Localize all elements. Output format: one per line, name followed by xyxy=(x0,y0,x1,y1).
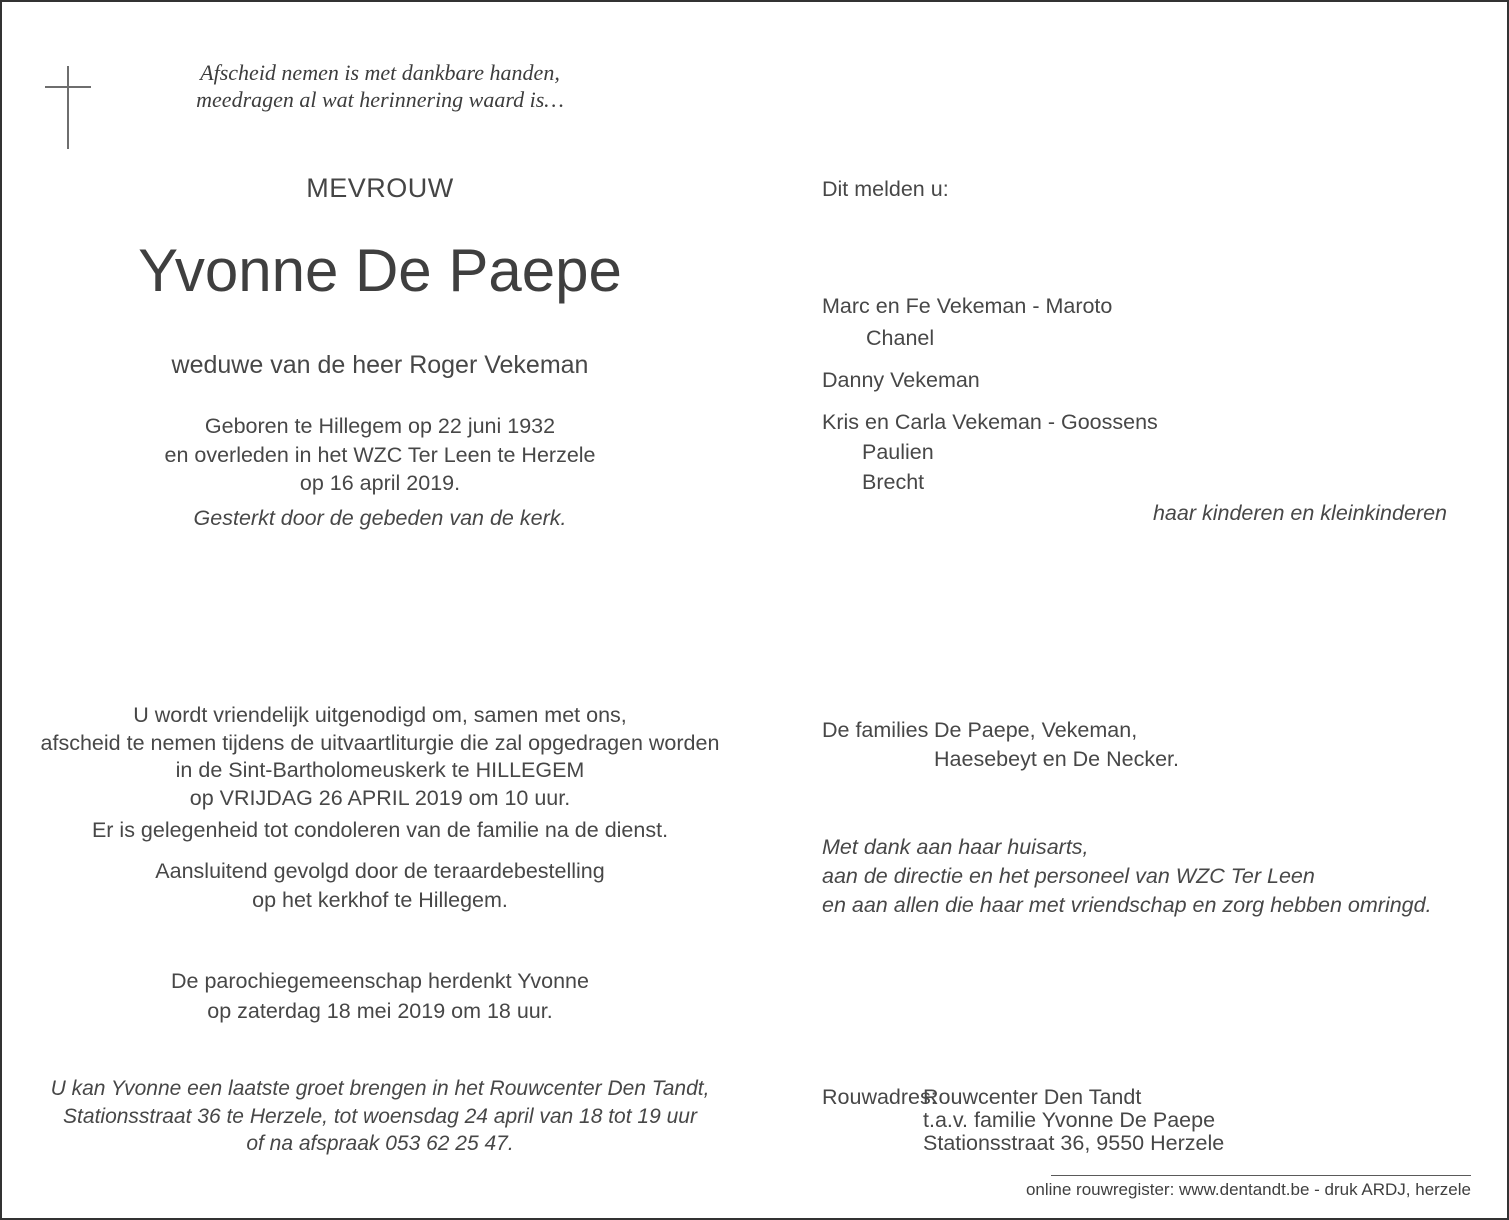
thanks-line: en aan allen die haar met vriendschap en zorg hebben omringd. xyxy=(822,893,1432,917)
mourning-address-label: Rouwadres: xyxy=(822,1085,937,1109)
family-parents: Danny Vekeman xyxy=(822,368,980,392)
burial-note xyxy=(20,857,740,914)
families-label: De families xyxy=(822,718,929,742)
quote-line: Afscheid nemen is met dankbare handen, xyxy=(200,60,560,85)
family-child: Paulien xyxy=(862,440,934,464)
family-parents: Kris en Carla Vekeman - Goossens xyxy=(822,410,1158,434)
mourning-address xyxy=(822,1085,1141,1110)
thanks-note xyxy=(822,833,1432,920)
faith-note: Gesterkt door de gebeden van de kerk. xyxy=(193,506,567,530)
visitation-line: Stationsstraat 36 te Herzele, tot woensdag 24 april van 18 tot 19 uur xyxy=(63,1104,697,1128)
service-invitation xyxy=(20,702,740,812)
families-note xyxy=(822,718,1137,743)
visitation-line: of na afspraak 053 62 25 47. xyxy=(246,1132,514,1155)
life-dates xyxy=(20,412,740,498)
visitation-line: U kan Yvonne een laatste groet brengen in het Rouwcenter Den Tandt, xyxy=(50,1077,710,1100)
families-line: Haesebeyt en De Necker. xyxy=(934,747,1179,771)
family-parents: Marc en Fe Vekeman - Maroto xyxy=(822,294,1113,318)
death-line: en overleden in het WZC Ter Leen te Herzele xyxy=(164,442,596,467)
family-child: Brecht xyxy=(862,470,925,494)
memorial-note xyxy=(20,967,740,1026)
memorial-line: De parochiegemeenschap herdenkt Yvonne xyxy=(171,969,589,993)
invitation-line: U wordt vriendelijk uitgenodigd om, samen met ons, xyxy=(133,703,627,727)
mourning-address-line: Rouwcenter Den Tandt xyxy=(923,1085,1142,1109)
opening-quote xyxy=(20,59,740,113)
thanks-line: aan de directie en het personeel van WZC Ter Leen xyxy=(822,864,1315,888)
quote-line: meedragen al wat herinnering waard is… xyxy=(196,87,564,112)
salutation: MEVROUW xyxy=(306,173,454,203)
invitation-line: op VRIJDAG 26 APRIL 2019 om 10 uur. xyxy=(189,785,571,810)
invitation-line: afscheid te nemen tijdens de uitvaartliturgie die zal opgedragen worden xyxy=(40,730,720,755)
announcement-closing: haar kinderen en kleinkinderen xyxy=(1152,501,1447,525)
families-line: De Paepe, Vekeman, xyxy=(934,718,1138,742)
invitation-line: in de Sint-Bartholomeuskerk te HILLEGEM xyxy=(175,758,585,782)
announcement-heading: Dit melden u: xyxy=(822,177,949,201)
footer-register-text: online rouwregister: www.dentandt.be - druk ARDJ, herzele xyxy=(1025,1180,1471,1199)
visitation-note xyxy=(20,1075,740,1158)
family-child: Chanel xyxy=(866,326,935,350)
deceased-name: Yvonne De Paepe xyxy=(138,237,622,304)
birth-line: Geboren te Hillegem op 22 juni 1932 xyxy=(204,414,556,438)
deceased-relation: weduwe van de heer Roger Vekeman xyxy=(171,351,589,379)
memorial-line: op zaterdag 18 mei 2019 om 18 uur. xyxy=(207,998,553,1023)
mourning-address-line: Stationsstraat 36, 9550 Herzele xyxy=(923,1131,1225,1155)
mourning-address-line: t.a.v. familie Yvonne De Paepe xyxy=(923,1108,1216,1132)
burial-line: Aansluitend gevolgd door de teraardebestelling xyxy=(155,859,605,883)
footer-divider xyxy=(1051,1175,1471,1176)
condolence-note: Er is gelegenheid tot condoleren van de familie na de dienst. xyxy=(91,818,669,842)
burial-line: op het kerkhof te Hillegem. xyxy=(252,887,508,912)
death-date-line: op 16 april 2019. xyxy=(299,471,461,495)
thanks-line: Met dank aan haar huisarts, xyxy=(822,835,1089,859)
